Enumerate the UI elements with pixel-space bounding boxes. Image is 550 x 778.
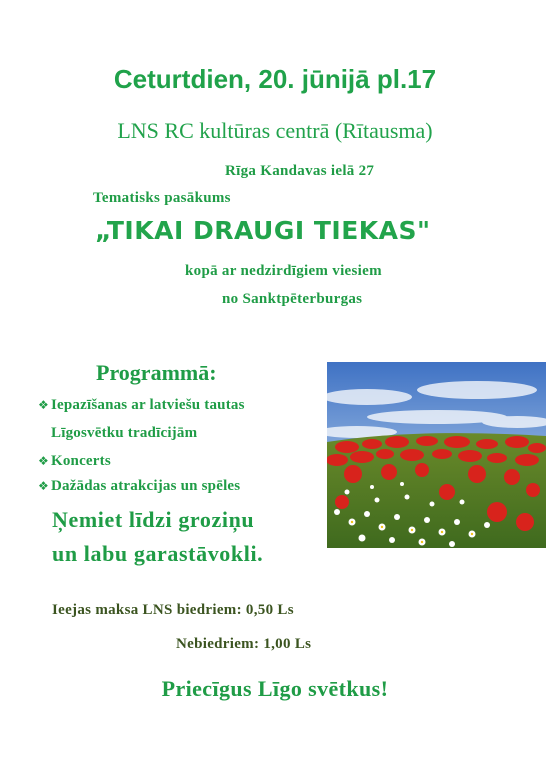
venue-name: LNS RC kultūras centrā (Rītausma) (117, 118, 433, 143)
program-item (38, 397, 245, 414)
program-item-text: Dažādas atrakcijas un spēles (50, 478, 241, 494)
bring-along-line-2: un labu garastāvokli. (52, 541, 264, 566)
event-type: Tematisks pasākums (93, 190, 231, 206)
diamond-bullet-icon: ❖ (38, 454, 49, 468)
entry-fee-nonmembers: Nebiedriem: 1,00 Ls (176, 636, 312, 652)
guests-line-2: no Sanktpēterburgas (222, 291, 363, 307)
program-item-continuation: Līgosvētku tradīcijām (51, 425, 198, 441)
program-item (38, 478, 240, 495)
program-title: Programmā: (96, 360, 217, 385)
entry-fee-members: Ieejas maksa LNS biedriem: 0,50 Ls (52, 602, 294, 618)
bring-along-line-1: Ņemiet līdzi groziņu (52, 507, 255, 532)
diamond-bullet-icon: ❖ (38, 398, 49, 412)
festival-greeting: Priecīgus Līgo svētkus! (161, 676, 389, 701)
program-item-text: Iepazīšanas ar latviešu tautas (50, 397, 245, 413)
poppy-field-photo (327, 362, 546, 548)
event-title: „TIKAI DRAUGI TIEKAS" (95, 216, 431, 245)
guests-line-1: kopā ar nedzirdīgiem viesiem (185, 263, 382, 279)
diamond-bullet-icon: ❖ (38, 479, 49, 493)
venue-address: Rīga Kandavas ielā 27 (225, 163, 375, 179)
event-date-time: Ceturtdien, 20. jūnijā pl.17 (113, 64, 437, 94)
program-item-text: Koncerts (50, 453, 111, 469)
program-item (38, 453, 111, 470)
